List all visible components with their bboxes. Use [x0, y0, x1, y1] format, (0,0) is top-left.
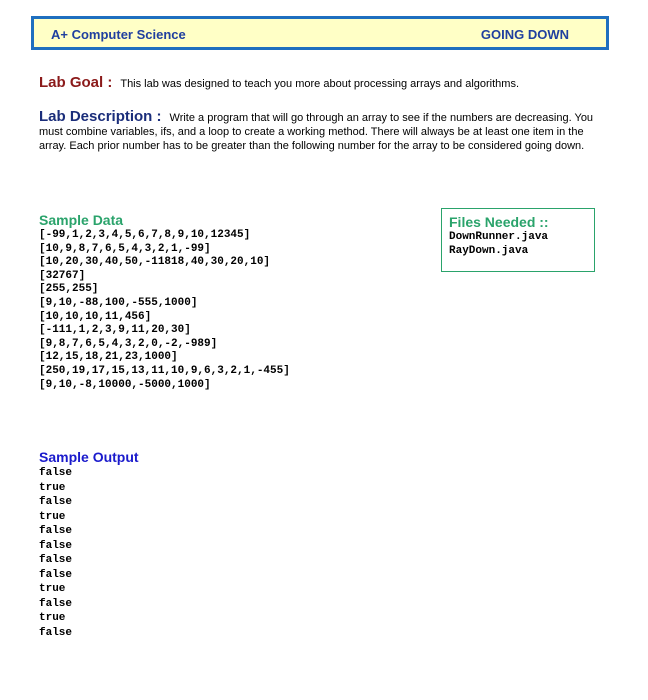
sample-data-line: [10,20,30,40,50,-11818,40,30,20,10]	[39, 256, 271, 269]
sample-data-line: [12,15,18,21,23,1000]	[39, 351, 178, 364]
sample-data-title: Sample Data	[39, 212, 124, 228]
sample-data-line: [9,10,-8,10000,-5000,1000]	[39, 378, 211, 391]
sample-data-line: [255,255]	[39, 283, 99, 296]
sample-data-line: [10,10,10,11,456]	[39, 310, 152, 323]
sample-output-line: false	[39, 554, 73, 566]
sample-output-title: Sample Output	[39, 449, 139, 465]
sample-output-line: false	[39, 496, 73, 508]
sample-output-line: false	[39, 525, 73, 537]
sample-data-section	[39, 212, 290, 392]
sample-data-line: [9,10,-88,100,-555,1000]	[39, 296, 198, 309]
sample-data-line: [10,9,8,7,6,5,4,3,2,1,-99]	[39, 242, 211, 255]
files-needed-box	[441, 208, 595, 272]
sample-output-line: false	[39, 626, 73, 639]
header-right-title: GOING DOWN	[480, 27, 569, 42]
sample-data-line: [9,8,7,6,5,4,3,2,0,-2,-989]	[39, 337, 218, 350]
lab-goal-text: This lab was designed to teach you more about processing arrays and algorithms.	[120, 78, 520, 90]
sample-output-section	[39, 449, 139, 640]
sample-output-line: false	[39, 568, 73, 581]
sample-output-line: false	[39, 467, 73, 479]
header-banner	[31, 16, 609, 50]
sample-output-line: false	[39, 597, 73, 610]
lab-description-text: Write a program that will go through an array to see if the numbers are decreasing. You must combine variables, ifs, and a loop to create a working method. There will always be at least one item in the array. Each prior number has to be greater than the following number for the array to be considered going down.	[39, 112, 594, 152]
sample-output-line: true	[39, 583, 66, 595]
lab-description	[39, 110, 605, 153]
sample-output-line: true	[39, 612, 66, 624]
file-name: RayDown.java	[449, 245, 529, 257]
file-name: DownRunner.java	[449, 231, 549, 243]
sample-output-line: true	[39, 481, 66, 494]
lab-goal	[39, 74, 519, 92]
files-needed-title: Files Needed ::	[449, 214, 549, 230]
sample-output-line: true	[39, 510, 66, 523]
lab-goal-label: Lab Goal :	[39, 74, 113, 91]
header-left-title: A+ Computer Science	[51, 27, 186, 42]
lab-description-label: Lab Description :	[39, 108, 162, 125]
sample-data-line: [-99,1,2,3,4,5,6,7,8,9,10,12345]	[39, 229, 251, 241]
sample-data-line: [32767]	[39, 269, 86, 282]
sample-output-line: false	[39, 539, 73, 552]
sample-data-line: [250,19,17,15,13,11,10,9,6,3,2,1,-455]	[39, 364, 290, 377]
sample-data-line: [-111,1,2,3,9,11,20,30]	[39, 324, 191, 337]
